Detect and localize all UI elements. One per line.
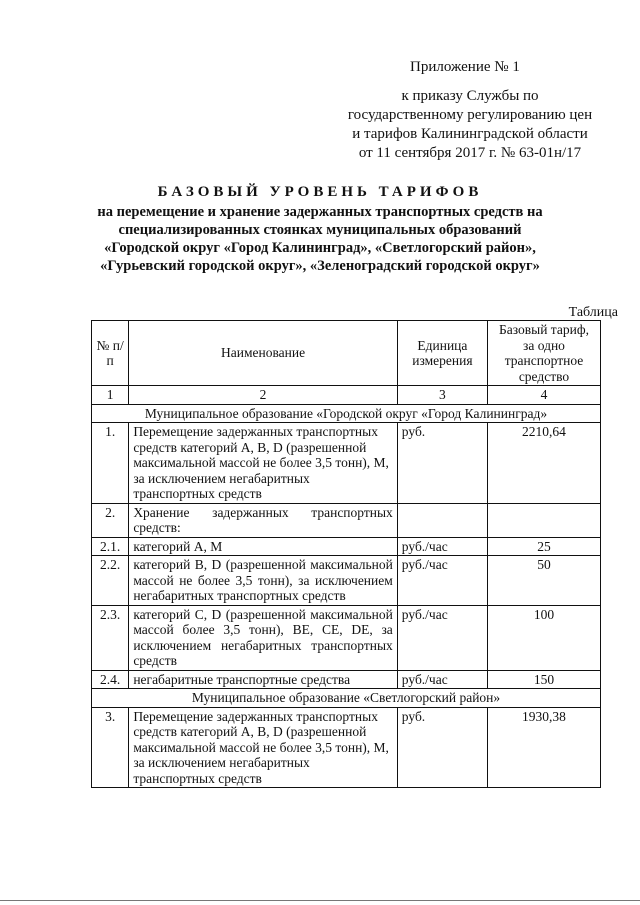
row-name: Перемещение задержанных транспортных средств категорий A, B, D (разрешенной максимальной массой не более 3,5 тонн), M, за исключением негабаритных транспортных средств <box>129 423 397 504</box>
title-main: БАЗОВЫЙ УРОВЕНЬ ТАРИФОВ <box>157 184 483 200</box>
title-line: специализированных стоянках муниципальных образований <box>118 222 522 238</box>
section-row <box>92 689 601 708</box>
row-number: 2.4. <box>92 670 129 689</box>
row-number: 1. <box>92 423 129 504</box>
appendix-line: и тарифов Калининградской области <box>352 126 588 142</box>
table-row <box>92 556 601 606</box>
table-row <box>92 707 601 788</box>
row-price: 2210,64 <box>487 423 600 504</box>
row-name: категорий C, D (разрешенной максимальной массой более 3,5 тонн), BE, CE, DE, за исключением негабаритных транспортных средств <box>129 605 397 670</box>
row-number: 2.3. <box>92 605 129 670</box>
row-name: Хранение задержанных транспортных средств: <box>129 503 397 537</box>
row-number: 2.2. <box>92 556 129 606</box>
column-index: 3 <box>397 386 487 405</box>
row-unit <box>397 503 487 537</box>
title-line: на перемещение и хранение задержанных транспортных средств на <box>97 204 543 220</box>
row-price: 150 <box>487 670 600 689</box>
row-unit: руб./час <box>397 605 487 670</box>
header-name: Наименование <box>129 321 397 386</box>
row-number: 3. <box>92 707 129 788</box>
tariff-table <box>91 320 601 788</box>
table-header-row <box>92 321 601 386</box>
row-name: негабаритные транспортные средства <box>129 670 397 689</box>
row-unit: руб. <box>397 707 487 788</box>
title-line: «Городской округ «Город Калининград», «Светлогорский район», <box>104 240 536 256</box>
row-price: 100 <box>487 605 600 670</box>
column-index: 4 <box>487 386 600 405</box>
row-price: 50 <box>487 556 600 606</box>
table-row <box>92 537 601 556</box>
row-name: категорий A, M <box>129 537 397 556</box>
header-price: Базовый тариф, за одно транспортное средство <box>487 321 600 386</box>
page-bottom-rule <box>0 900 640 901</box>
section-title: Муниципальное образование «Городской округ «Город Калининград» <box>92 404 601 423</box>
table-caption: Таблица <box>568 305 618 320</box>
row-price <box>487 503 600 537</box>
section-title: Муниципальное образование «Светлогорский район» <box>92 689 601 708</box>
document-title <box>20 183 620 275</box>
column-index: 2 <box>129 386 397 405</box>
appendix-number: Приложение № 1 <box>410 59 520 75</box>
row-number: 2. <box>92 503 129 537</box>
row-unit: руб./час <box>397 556 487 606</box>
column-index: 1 <box>92 386 129 405</box>
row-name: категорий B, D (разрешенной максимальной массой не более 3,5 тонн), за исключением негабаритных транспортных средств <box>129 556 397 606</box>
appendix-block <box>340 58 600 163</box>
row-unit: руб. <box>397 423 487 504</box>
table-row <box>92 423 601 504</box>
table-row <box>92 670 601 689</box>
row-unit: руб./час <box>397 537 487 556</box>
column-index-row <box>92 386 601 405</box>
header-unit: Единица измерения <box>397 321 487 386</box>
row-price: 1930,38 <box>487 707 600 788</box>
header-no: № п/п <box>92 321 129 386</box>
appendix-line: от 11 сентября 2017 г. № 63-01н/17 <box>358 145 582 161</box>
table-row <box>92 503 601 537</box>
appendix-line: к приказу Службы по <box>401 88 539 104</box>
table-row <box>92 605 601 670</box>
appendix-line: государственному регулированию цен <box>347 107 593 123</box>
title-line: «Гурьевский городской округ», «Зеленоградский городской округ» <box>100 258 540 274</box>
section-row <box>92 404 601 423</box>
row-number: 2.1. <box>92 537 129 556</box>
row-name: Перемещение задержанных транспортных средств категорий A, B, D (разрешенной максимальной массой не более 3,5 тонн), M, за исключением негабаритных транспортных средств <box>129 707 397 788</box>
row-price: 25 <box>487 537 600 556</box>
row-unit: руб./час <box>397 670 487 689</box>
